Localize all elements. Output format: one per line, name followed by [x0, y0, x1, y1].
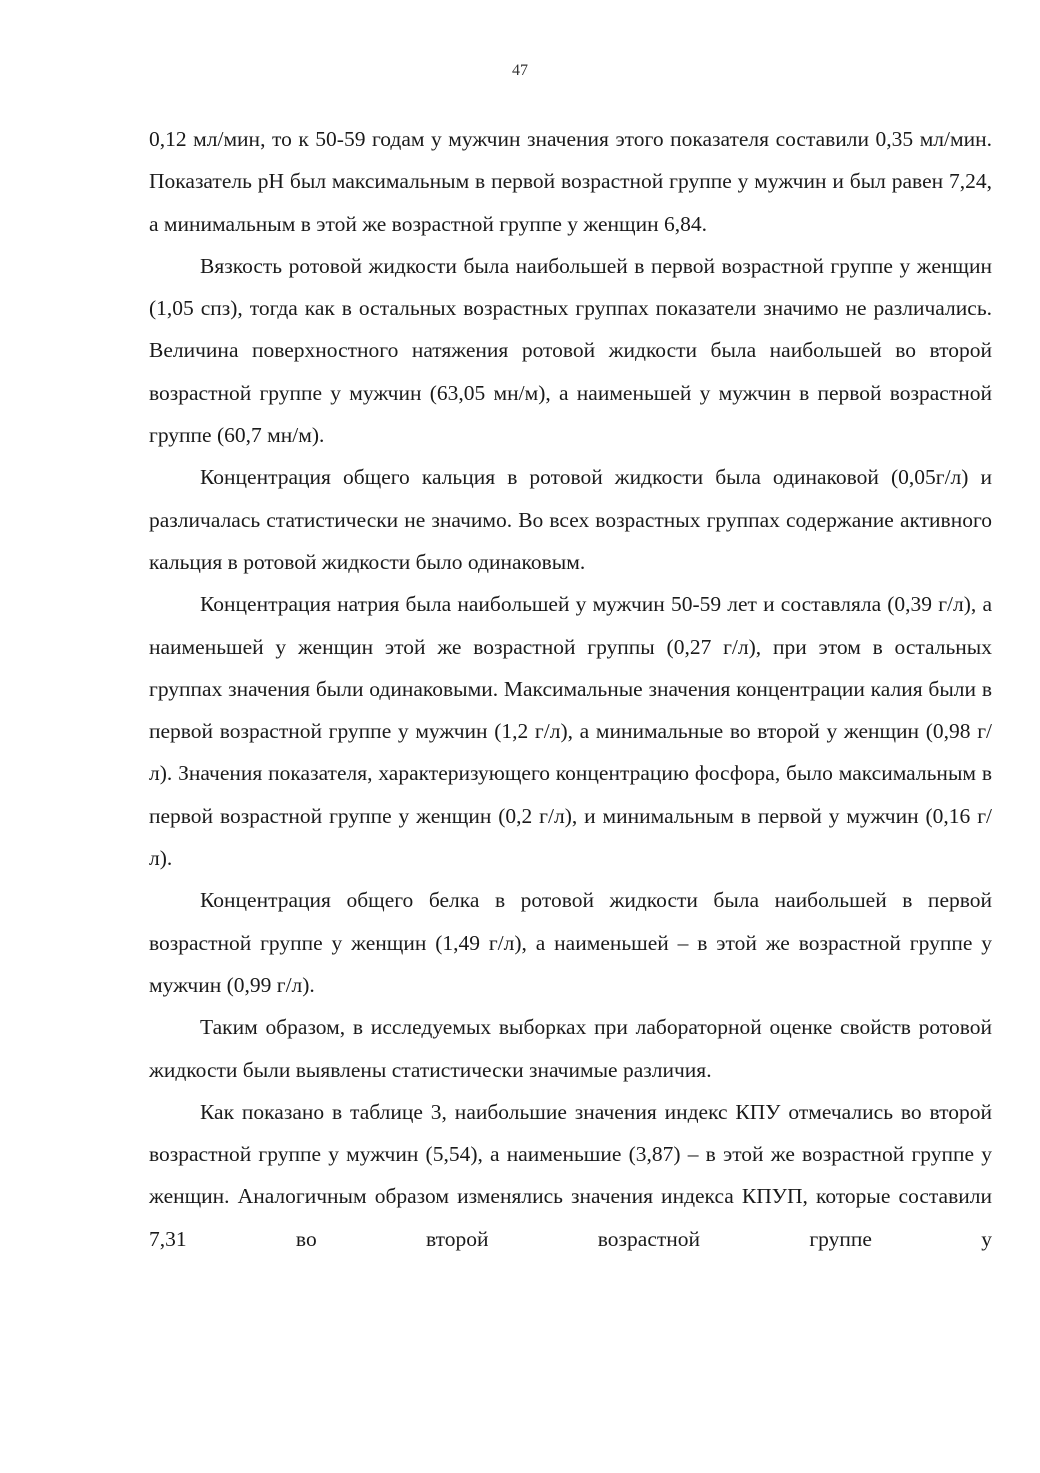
paragraph-6: Таким образом, в исследуемых выборках при лабораторной оценке свойств ротовой жидкости были выявлены статистически значимые различия.: [149, 1015, 992, 1082]
paragraph-5: Концентрация общего белка в ротовой жидкости была наибольшей в первой возрастной группе у женщин (1,49 г/л), а наименьшей – в этой же возрастной группе у мужчин (0,99 г/л).: [149, 888, 992, 997]
paragraph-2: Вязкость ротовой жидкости была наибольшей в первой возрастной группе у женщин (1,05 спз), тогда как в остальных возрастных группах показатели значимо не различались. Величина поверхностного натяжения ротовой жидкости была наибольшей во второй возрастной группе у мужчин (63,05 мн/м), а наименьшей у мужчин в первой возрастной группе (60,7 мн/м).: [149, 253, 992, 448]
paragraph-1: 0,12 мл/мин, то к 50-59 годам у мужчин значения этого показателя составили 0,35 мл/мин. Показатель pH был максимальным в первой возрастной группе у мужчин и был равен 7,24, а минимальным в этой же возрастной группе у женщин 6,84.: [149, 127, 992, 236]
body-text: [149, 118, 992, 1260]
page-number: 47: [512, 62, 528, 79]
paragraph-7: Как показано в таблице 3, наибольшие значения индекс КПУ отмечались во второй возрастной группе у мужчин (5,54), а наименьшие (3,87) – в этой же возрастной группе у женщин. Аналогичным образом изменялись значения индекса КПУП, которые составили 7,31 во второй возрастной группе у: [149, 1099, 992, 1251]
paragraph-4: Концентрация натрия была наибольшей у мужчин 50-59 лет и составляла (0,39 г/л), а наименьшей у женщин этой же возрастной группы (0,27 г/л), при этом в остальных группах значения были одинаковыми. Максимальные значения концентрации калия были в первой возрастной группе у мужчин (1,2 г/л), а минимальные во второй у женщин (0,98 г/л). Значения показателя, характеризующего концентрацию фосфора, было максимальным в первой возрастной группе у женщин (0,2 г/л), и минимальным в первой у мужчин (0,16 г/л).: [149, 592, 992, 871]
paragraph-3: Концентрация общего кальция в ротовой жидкости была одинаковой (0,05г/л) и различалась статистически не значимо. Во всех возрастных группах содержание активного кальция в ротовой жидкости было одинаковым.: [149, 465, 992, 574]
